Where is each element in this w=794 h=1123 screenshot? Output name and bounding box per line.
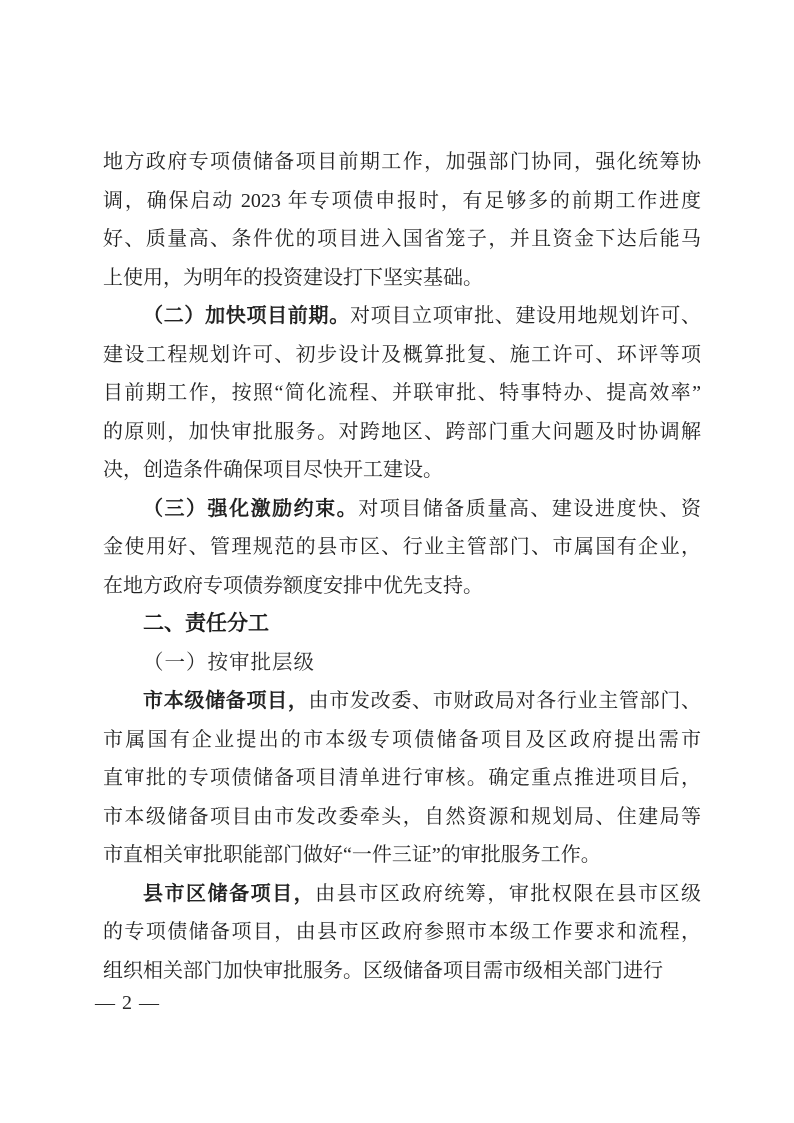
text-run: 在地方政府专项债券额度安排中优先支持。 (103, 574, 483, 597)
bold-lead: （二）加快项目前期。 (143, 305, 350, 327)
bold-lead: 县市区储备项目， (143, 882, 316, 905)
text-line (103, 798, 701, 837)
text-line (103, 143, 701, 182)
paragraph (103, 682, 701, 875)
text-line (103, 336, 701, 375)
page-number: — 2 — (95, 992, 160, 1014)
text-run: 上使用，为明年的投资建设打下坚实基础。 (103, 266, 483, 289)
text-line (103, 913, 701, 952)
text-line (103, 836, 701, 875)
text-run: 直审批的专项债储备项目清单进行审核。确定重点推进项目后， (103, 767, 701, 789)
text-line (103, 451, 701, 490)
text-run: 市直相关审批职能部门做好“一件三证”的审批服务工作。 (103, 844, 601, 866)
text-line (103, 297, 701, 336)
bold-lead: （三）强化激励约束。 (143, 497, 359, 520)
paragraph (103, 875, 701, 991)
text-line (103, 875, 701, 914)
paragraph (103, 297, 701, 490)
text-line (103, 759, 701, 798)
document-body (103, 143, 701, 990)
section-heading: 二、责任分工 (143, 612, 269, 635)
text-run: 对项目立项审批、建设用地规划许可、 (349, 305, 701, 327)
text-run: 由县市区政府统筹，审批权限在县市区级 (315, 882, 701, 905)
text-line (103, 413, 701, 452)
text-line (103, 528, 701, 567)
text-run: 市属国有企业提出的市本级专项债储备项目及区政府提出需市 (103, 728, 701, 751)
text-line (103, 490, 701, 529)
paragraph (103, 490, 701, 606)
text-line (103, 374, 701, 413)
text-run: 由市发改委、市财政局对各行业主管部门、 (308, 690, 701, 712)
text-line (103, 682, 701, 721)
text-line (103, 182, 701, 221)
text-line (103, 952, 701, 991)
text-run: 的原则，加快审批服务。对跨地区、跨部门重大问题及时协调解 (103, 420, 701, 443)
text-line (103, 220, 701, 259)
text-run: 的专项债储备项目，由县市区政府参照市本级工作要求和流程， (103, 921, 701, 943)
text-run: 建设工程规划许可、初步设计及概算批复、施工许可、环评等项 (103, 343, 701, 366)
subsection-heading: （一）按审批层级 (143, 651, 315, 674)
text-run: 组织相关部门加快审批服务。区级储备项目需市级相关部门进行 (103, 959, 663, 982)
text-run: 调，确保启动 2023 年专项债申报时，有足够多的前期工作进度 (103, 189, 701, 212)
text-line (103, 259, 701, 298)
paragraph (103, 143, 701, 297)
text-run: 市本级储备项目由市发改委牵头，自然资源和规划局、住建局等 (103, 805, 701, 828)
text-run: 对项目储备质量高、建设进度快、资 (358, 497, 701, 520)
text-line (103, 721, 701, 760)
text-run: 金使用好、管理规范的县市区、行业主管部门、市属国有企业， (103, 536, 701, 558)
bold-lead: 市本级储备项目， (143, 690, 309, 712)
text-run: 决，创造条件确保项目尽快开工建设。 (103, 459, 443, 481)
text-run: 地方政府专项债储备项目前期工作，加强部门协同，强化统筹协 (103, 151, 701, 173)
text-run: 好、质量高、条件优的项目进入国省笼子，并且资金下达后能马 (103, 228, 701, 250)
text-line (103, 567, 701, 606)
text-run: 目前期工作，按照“简化流程、并联审批、特事特办、提高效率” (103, 382, 701, 404)
